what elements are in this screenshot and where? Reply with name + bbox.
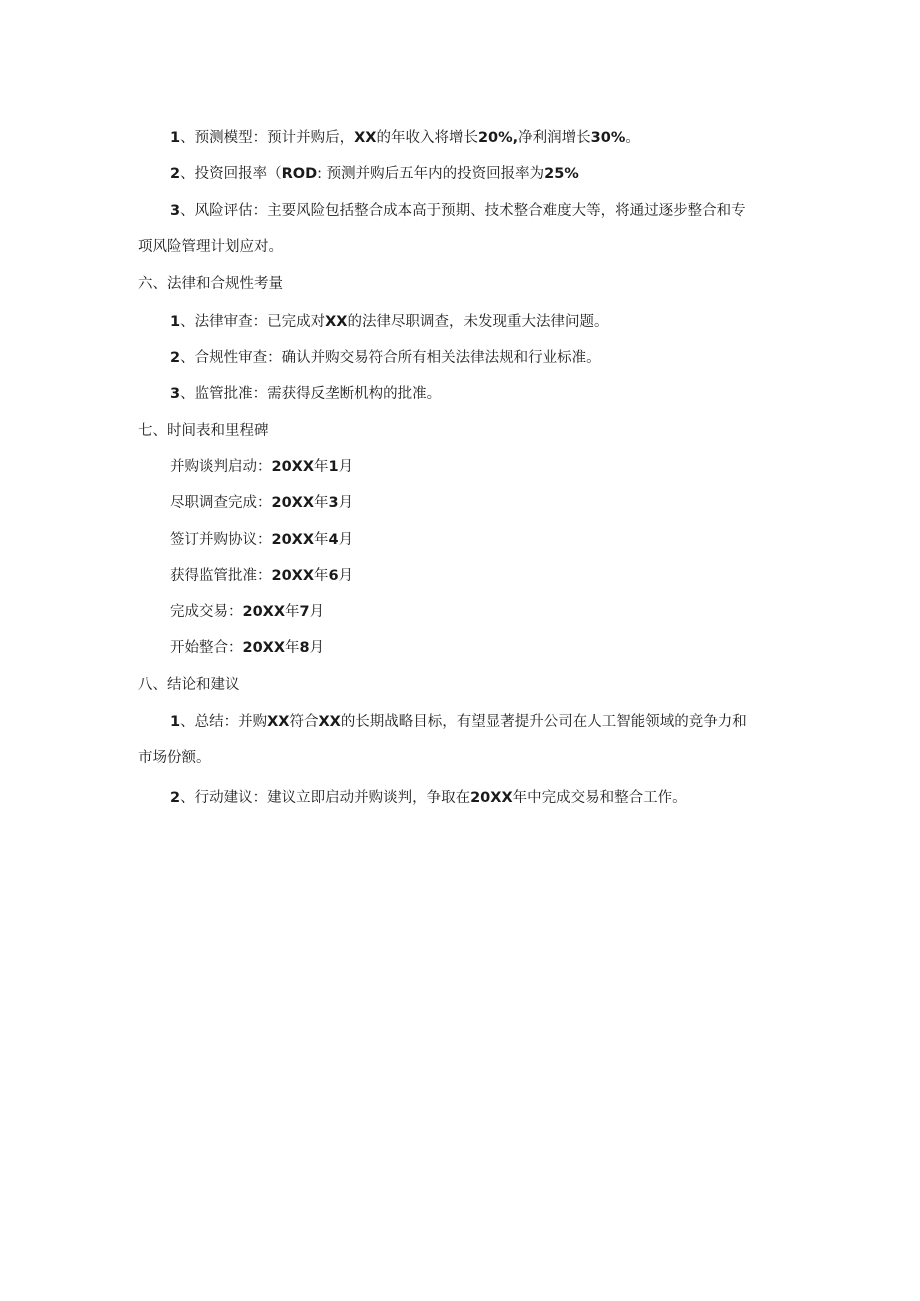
company-placeholder: XX xyxy=(267,714,290,730)
month-unit: 月 xyxy=(309,604,325,620)
milestone-label: 完成交易： xyxy=(170,604,243,620)
item-text: 。 xyxy=(625,130,640,146)
milestone-label: 并购谈判启动： xyxy=(170,459,272,475)
item-text: 预测模型：预计并购后， xyxy=(194,130,355,146)
milestone-item xyxy=(170,638,324,658)
risk-assessment-item xyxy=(170,201,746,221)
item-text: 的年收入将增长 xyxy=(376,130,478,146)
item-text: 投资回报率（ xyxy=(194,166,282,182)
milestone-month: 7 xyxy=(299,604,310,620)
target-year: 20XX xyxy=(470,790,513,806)
item-text: 市场份额。 xyxy=(138,750,211,766)
month-unit: 月 xyxy=(338,459,354,475)
item-text: 的长期战略目标，有望显著提升公司在人工智能领域的竞争力和 xyxy=(340,714,747,730)
forecast-model-item xyxy=(170,128,640,148)
year-unit: 年 xyxy=(285,604,300,620)
milestone-month: 4 xyxy=(328,532,339,548)
milestone-year: 20XX xyxy=(271,532,315,548)
item-text: : 预测并购后五年内的投资回报率为 xyxy=(317,166,545,182)
milestone-month: 8 xyxy=(299,640,310,656)
milestone-item xyxy=(170,602,324,622)
milestone-item xyxy=(170,493,353,513)
milestone-item xyxy=(170,530,353,550)
summary-item xyxy=(170,712,747,732)
milestone-year: 20XX xyxy=(242,604,286,620)
milestone-item xyxy=(170,566,353,586)
year-unit: 年 xyxy=(314,495,329,511)
month-unit: 月 xyxy=(338,495,354,511)
year-unit: 年 xyxy=(314,568,329,584)
revenue-growth-value: 20%, xyxy=(477,130,519,146)
item-separator: 、 xyxy=(180,386,195,402)
section-heading-conclusion: 八、结论和建议 xyxy=(138,677,240,693)
item-text: 的法律尽职调查，未发现重大法律问题。 xyxy=(347,314,609,330)
item-text: 项风险管理计划应对。 xyxy=(138,239,283,255)
risk-assessment-continuation xyxy=(138,237,283,257)
regulatory-approval-item xyxy=(170,384,441,404)
roi-item xyxy=(170,164,579,184)
item-number: 2 xyxy=(170,350,181,366)
month-unit: 月 xyxy=(309,640,325,656)
compliance-review-item xyxy=(170,348,601,368)
item-separator: 、 xyxy=(180,350,195,366)
legal-review-item xyxy=(170,312,608,332)
item-number: 1 xyxy=(170,714,181,730)
milestone-label: 尽职调查完成： xyxy=(170,495,272,511)
year-unit: 年 xyxy=(314,459,329,475)
item-text: 监管批准：需获得反垄断机构的批准。 xyxy=(194,386,442,402)
milestone-item xyxy=(170,457,353,477)
milestone-month: 6 xyxy=(328,568,339,584)
month-unit: 月 xyxy=(338,532,354,548)
item-number: 1 xyxy=(170,314,181,330)
item-text: 法律审查：已完成对 xyxy=(194,314,326,330)
item-text: 风险评估：主要风险包括整合成本高于预期、技术整合难度大等，将通过逐步整合和专 xyxy=(194,203,746,219)
section-heading-timeline: 七、时间表和里程碑 xyxy=(138,423,269,439)
profit-growth-value: 30% xyxy=(590,130,626,146)
milestone-year: 20XX xyxy=(271,495,315,511)
item-separator: 、 xyxy=(180,314,195,330)
milestone-label: 开始整合： xyxy=(170,640,243,656)
milestone-year: 20XX xyxy=(242,640,286,656)
milestone-year: 20XX xyxy=(271,459,315,475)
roi-abbrev: ROD xyxy=(281,166,318,182)
item-text: 总结：并购 xyxy=(194,714,268,730)
item-text: 年中完成交易和整合工作。 xyxy=(512,790,687,806)
item-text: 行动建议：建议立即启动并购谈判，争取在 xyxy=(194,790,471,806)
item-number: 3 xyxy=(170,386,181,402)
section-heading-legal: 六、法律和合规性考量 xyxy=(138,276,283,292)
item-text: 净利润增长 xyxy=(518,130,591,146)
item-number: 1 xyxy=(170,130,181,146)
milestone-label: 签订并购协议： xyxy=(170,532,272,548)
company-placeholder: XX xyxy=(325,314,348,330)
month-unit: 月 xyxy=(338,568,354,584)
item-separator: 、 xyxy=(180,714,195,730)
item-separator: 、 xyxy=(180,790,195,806)
item-number: 2 xyxy=(170,166,181,182)
item-number: 3 xyxy=(170,203,181,219)
item-separator: 、 xyxy=(180,203,195,219)
item-text: 合规性审查：确认并购交易符合所有相关法律法规和行业标准。 xyxy=(194,350,601,366)
milestone-month: 1 xyxy=(328,459,339,475)
milestone-month: 3 xyxy=(328,495,339,511)
item-number: 2 xyxy=(170,790,181,806)
company-placeholder: XX xyxy=(318,714,341,730)
year-unit: 年 xyxy=(314,532,329,548)
milestone-label: 获得监管批准： xyxy=(170,568,272,584)
milestone-year: 20XX xyxy=(271,568,315,584)
item-text: 符合 xyxy=(289,714,319,730)
item-separator: 、 xyxy=(180,166,195,182)
company-placeholder: XX xyxy=(354,130,377,146)
roi-value: 25% xyxy=(544,166,579,182)
year-unit: 年 xyxy=(285,640,300,656)
item-separator: 、 xyxy=(180,130,195,146)
summary-continuation xyxy=(138,748,211,768)
action-recommendation-item xyxy=(170,788,687,808)
